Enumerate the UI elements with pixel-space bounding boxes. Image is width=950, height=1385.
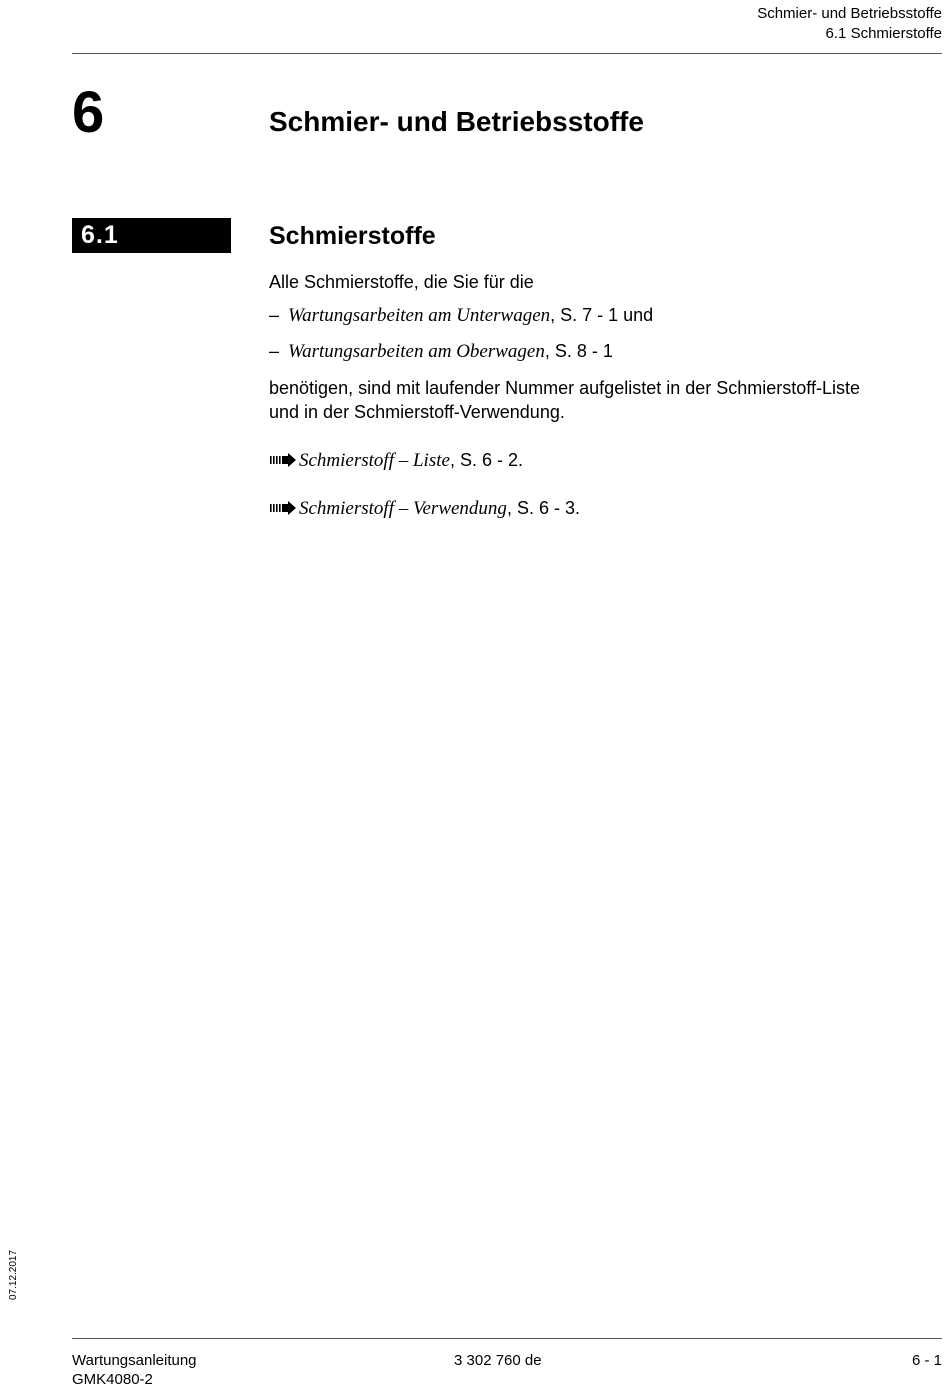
reference-line [269, 448, 523, 473]
footer-doc-number: 3 302 760 de [454, 1352, 542, 1369]
list-dash: – [269, 305, 280, 325]
body-paragraph-line: und in der Schmierstoff-Verwendung. [269, 402, 565, 422]
running-header-section: 6.1 Schmierstoffe [825, 25, 942, 42]
footer-doc-type: Wartungsanleitung [72, 1352, 197, 1369]
body-paragraph-line: benötigen, sind mit laufender Nummer aufgelistet in der Schmierstoff-Liste [269, 378, 860, 398]
chapter-title: Schmier- und Betriebsstoffe [269, 106, 644, 137]
running-header-chapter: Schmier- und Betriebsstoffe [757, 5, 942, 22]
page-reference: , S. 8 - 1 [544, 341, 613, 361]
page-reference: , S. 6 - 3. [506, 498, 580, 518]
footer-model: GMK4080-2 [72, 1371, 153, 1385]
section-number-badge: 6.1 [72, 218, 231, 253]
chapter-number: 6 [72, 80, 105, 145]
list-item [269, 339, 613, 364]
side-date-stamp: 07.12.2017 [8, 1249, 19, 1300]
cross-reference-link[interactable]: Schmierstoff – Liste [299, 450, 450, 471]
footer-rule [72, 1338, 942, 1339]
reference-line [269, 496, 580, 521]
reference-arrow-icon [269, 497, 299, 521]
list-item [269, 303, 653, 328]
footer-page-number: 6 - 1 [911, 1352, 942, 1369]
side-date-container [8, 1242, 22, 1302]
reference-arrow-icon [269, 449, 299, 473]
footer-document-info [72, 1351, 197, 1385]
intro-text: Alle Schmierstoffe, die Sie für die [269, 272, 534, 292]
list-dash: – [269, 341, 280, 361]
cross-reference-link[interactable]: Schmierstoff – Verwendung [299, 498, 507, 519]
cross-reference-link[interactable]: Wartungsarbeiten am Unterwagen [288, 305, 551, 326]
section-title: Schmierstoffe [269, 222, 436, 250]
page-reference: , S. 7 - 1 und [550, 305, 654, 325]
page-reference: , S. 6 - 2. [449, 450, 523, 470]
header-rule [72, 53, 942, 54]
running-header [757, 4, 942, 44]
cross-reference-link[interactable]: Wartungsarbeiten am Oberwagen [288, 341, 545, 362]
